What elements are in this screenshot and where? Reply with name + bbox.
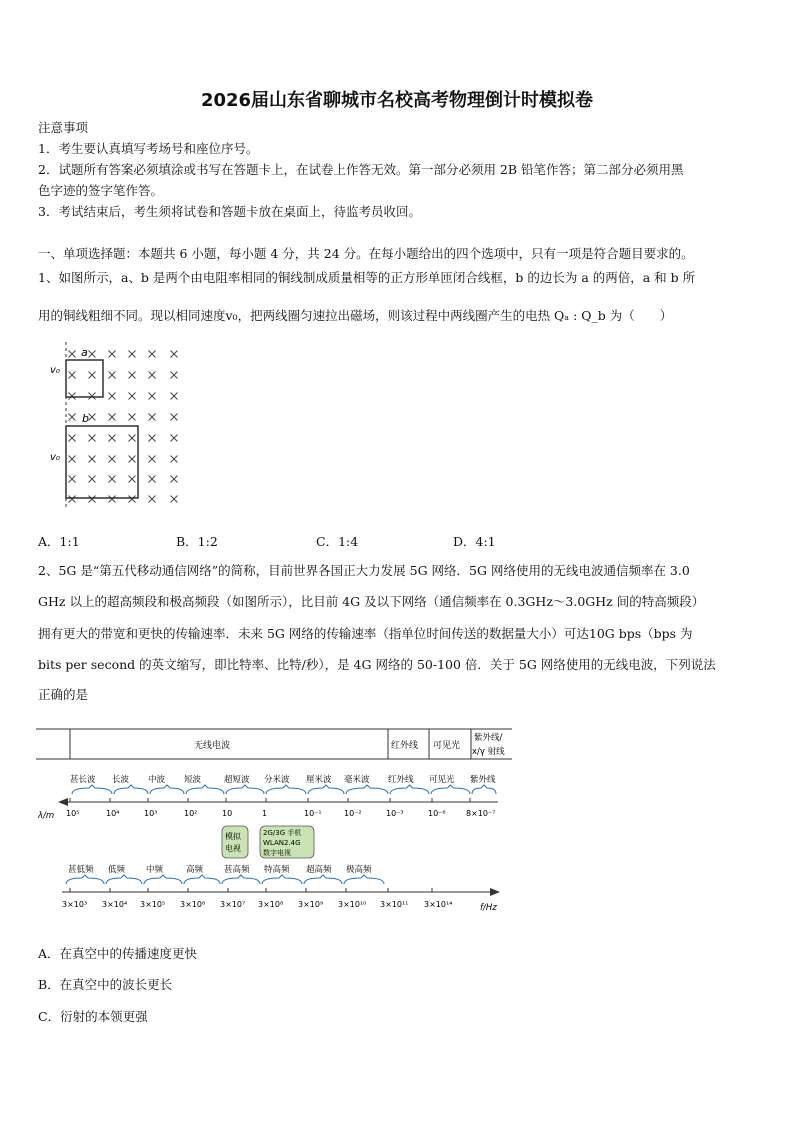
- notice-item: 1．考生要认真填写考场号和座位序号。: [38, 141, 259, 156]
- question-2-text: 拥有更大的带宽和更快的传输速率．未来 5G 网络的传输速率（指单位时间传送的数据量大小）可达10G bps（bps 为: [38, 626, 693, 641]
- question-2-text: 正确的是: [38, 687, 89, 702]
- field-cross-mark: [149, 476, 156, 483]
- field-cross-mark: [129, 351, 136, 358]
- freq-tick-label: 3×10³: [62, 900, 88, 909]
- field-cross-mark: [69, 476, 76, 483]
- freq-name: 低频: [108, 865, 126, 875]
- field-cross-mark: [171, 414, 178, 421]
- wave-name: 甚长波: [70, 775, 96, 785]
- velocity-label-a: v₀: [50, 365, 60, 376]
- freq-tick-label: 3×10⁴: [102, 900, 128, 909]
- magnetic-field-figure: [44, 342, 194, 510]
- freq-brace: [344, 875, 384, 884]
- freq-tick-label: 3×10¹⁴: [424, 900, 453, 909]
- lambda-tick-label: 10²: [184, 809, 198, 818]
- wave-brace: [472, 785, 496, 794]
- freq-name: 甚高频: [224, 865, 250, 875]
- wave-brace: [186, 785, 224, 794]
- field-cross-mark: [171, 372, 178, 379]
- band-infrared: 红外线: [391, 741, 419, 751]
- band-xray: x/γ 射线: [472, 747, 505, 757]
- field-cross-mark: [89, 351, 96, 358]
- question-1-text: 1、如图所示，a、b 是两个由电阻率相同的铜线制成质量相等的正方形单匝闭合线框，b 的边长为 a 的两倍，a 和 b 所: [38, 270, 696, 285]
- option-b: B．在真空中的波长更长: [38, 977, 173, 992]
- wave-name: 毫米波: [344, 775, 370, 785]
- option-c: C．衍射的本领更强: [38, 1009, 148, 1024]
- wave-name: 红外线: [388, 775, 414, 785]
- notice-item: 3．考试结束后，考生须将试卷和答题卡放在桌面上，待监考员收回。: [38, 204, 421, 219]
- wave-name: 可见光: [429, 775, 455, 785]
- field-cross-mark: [69, 372, 76, 379]
- field-cross-mark: [171, 393, 178, 400]
- wave-brace: [390, 785, 429, 794]
- option-a: A．在真空中的传播速度更快: [38, 946, 198, 961]
- freq-brace: [262, 875, 302, 884]
- field-cross-mark: [89, 476, 96, 483]
- field-cross-mark: [149, 414, 156, 421]
- lambda-tick-label: 10⁻⁶: [428, 809, 446, 818]
- field-cross-mark: [129, 414, 136, 421]
- callout-mobile-line: WLAN2.4G: [263, 839, 301, 847]
- callout-analog-tv-line: 模拟: [225, 832, 241, 841]
- velocity-label-b: v₀: [50, 452, 60, 463]
- wave-name: 分米波: [264, 775, 290, 785]
- wave-brace: [226, 785, 264, 794]
- field-cross-mark: [129, 435, 136, 442]
- lambda-tick-label: 10⁻³: [386, 809, 404, 818]
- lambda-tick-label: 10⁵: [66, 809, 80, 818]
- freq-brace: [304, 875, 342, 884]
- label-b: b: [82, 412, 89, 425]
- lambda-tick-label: 10⁴: [106, 809, 120, 818]
- question-1-text: 用的铜线粗细不同。现以相同速度v₀，把两线圈匀速拉出磁场，则该过程中两线圈产生的电热 Qₐ : Q_b 为（ ）: [38, 308, 673, 323]
- field-cross-mark: [109, 435, 116, 442]
- field-cross-mark: [149, 456, 156, 463]
- field-cross-mark: [149, 496, 156, 503]
- field-cross-mark: [149, 351, 156, 358]
- field-cross-mark: [69, 456, 76, 463]
- option-b: B．1:2: [176, 534, 218, 549]
- field-cross-mark: [109, 393, 116, 400]
- coil-a: [66, 360, 103, 397]
- notice-item: 色字迹的签字笔作答。: [38, 183, 164, 198]
- wave-brace: [431, 785, 470, 794]
- field-cross-mark: [109, 414, 116, 421]
- callout-analog-tv: [222, 826, 248, 858]
- freq-tick-label: 3×10¹¹: [380, 900, 409, 909]
- lambda-tick-label: 10: [222, 809, 233, 818]
- band-radio: 无线电波: [194, 741, 231, 751]
- field-cross-mark: [129, 456, 136, 463]
- wave-brace: [150, 785, 184, 794]
- field-cross-mark: [69, 351, 76, 358]
- field-cross-mark: [89, 435, 96, 442]
- wave-name: 厘米波: [306, 775, 332, 785]
- freq-brace: [222, 875, 260, 884]
- wave-name: 紫外线: [470, 775, 496, 785]
- freq-name: 超高频: [306, 865, 332, 875]
- field-cross-mark: [109, 456, 116, 463]
- freq-brace: [66, 875, 104, 884]
- freq-name: 高频: [186, 865, 204, 875]
- freq-name: 甚低频: [68, 865, 94, 875]
- field-cross-mark: [69, 414, 76, 421]
- wave-name: 超短波: [224, 775, 250, 785]
- question-2-text: GHz 以上的超高频段和极高频段（如图所示），比目前 4G 及以下网络（通信频率在 0.3GHz～3.0GHz 间的特高频段）: [38, 594, 705, 609]
- freq-name: 特高频: [264, 865, 290, 875]
- field-cross-mark: [109, 351, 116, 358]
- lambda-tick-label: 10⁻¹: [304, 809, 322, 818]
- freq-brace: [184, 875, 220, 884]
- section-heading: 一、单项选择题：本题共 6 小题，每小题 4 分，共 24 分。在每小题给出的四个选项中，只有一项是符合题目要求的。: [38, 246, 694, 261]
- wave-brace: [308, 785, 344, 794]
- field-cross-mark: [69, 393, 76, 400]
- freq-name: 极高频: [346, 865, 372, 875]
- question-2-text: bits per second 的英文缩写，即比特率、比特/秒），是 4G 网络的 50-100 倍．关于 5G 网络使用的无线电波，下列说法: [38, 657, 716, 672]
- band-visible: 可见光: [433, 741, 461, 751]
- freq-tick-label: 3×10⁵: [140, 900, 166, 909]
- option-a: A．1:1: [38, 534, 80, 549]
- field-cross-mark: [89, 414, 96, 421]
- question-2-text: 2、5G 是“第五代移动通信网络”的简称，目前世界各国正大力发展 5G 网络．5G 网络使用的无线电波通信频率在 3.0: [38, 563, 690, 578]
- field-cross-mark: [171, 476, 178, 483]
- field-cross-mark: [149, 435, 156, 442]
- coil-b: [66, 426, 138, 498]
- page-title: 2026届山东省聊城市名校高考物理倒计时模拟卷: [200, 90, 594, 111]
- freq-tick-label: 3×10¹⁰: [338, 900, 367, 909]
- freq-name: 中频: [146, 865, 164, 875]
- lambda-tick-label: 10⁻²: [344, 809, 362, 818]
- field-cross-mark: [89, 372, 96, 379]
- freq-tick-label: 3×10⁶: [180, 900, 206, 909]
- wave-name: 短波: [184, 775, 202, 785]
- freq-tick-label: 3×10⁷: [220, 900, 246, 909]
- field-cross-mark: [89, 456, 96, 463]
- callout-mobile-line: 2G/3G 手机: [263, 829, 302, 837]
- freq-brace: [144, 875, 182, 884]
- field-cross-mark: [171, 456, 178, 463]
- field-cross-mark: [129, 393, 136, 400]
- field-cross-mark: [149, 372, 156, 379]
- label-a: a: [81, 346, 88, 359]
- field-cross-mark: [149, 393, 156, 400]
- callout-mobile-line: 数字电视: [263, 849, 291, 857]
- field-cross-mark: [129, 372, 136, 379]
- field-cross-mark: [89, 393, 96, 400]
- field-cross-mark: [171, 351, 178, 358]
- field-cross-mark: [129, 496, 136, 503]
- field-cross-mark: [171, 435, 178, 442]
- field-cross-mark: [109, 496, 116, 503]
- spectrum-diagram: [36, 726, 516, 916]
- wave-name: 中波: [148, 775, 166, 785]
- wave-brace: [266, 785, 306, 794]
- wave-brace: [346, 785, 388, 794]
- notice-item: 2．试题所有答案必须填涂或书写在答题卡上，在试卷上作答无效。第一部分必须用 2B 铅笔作答；第二部分必须用黑: [38, 162, 684, 177]
- lambda-tick-label: 1: [262, 809, 268, 818]
- freq-brace: [106, 875, 142, 884]
- notice-heading: 注意事项: [38, 120, 89, 135]
- field-cross-mark: [109, 372, 116, 379]
- callout-analog-tv-line: 电视: [225, 844, 241, 853]
- wave-brace: [72, 785, 112, 794]
- field-cross-mark: [109, 476, 116, 483]
- freq-axis-label: f/Hz: [480, 903, 497, 913]
- option-d: D．4:1: [453, 534, 496, 549]
- band-uv: 紫外线/: [474, 733, 503, 743]
- field-cross-mark: [171, 496, 178, 503]
- field-cross-mark: [69, 435, 76, 442]
- wave-name: 长波: [112, 775, 130, 785]
- freq-tick-label: 3×10⁸: [258, 900, 284, 909]
- field-cross-mark: [129, 476, 136, 483]
- lambda-tick-label: 8×10⁻⁷: [466, 809, 496, 818]
- lambda-tick-label: 10³: [144, 809, 158, 818]
- lambda-axis-label: λ/m: [38, 811, 55, 821]
- wave-brace: [114, 785, 148, 794]
- option-c: C．1:4: [316, 534, 359, 549]
- field-cross-mark: [69, 496, 76, 503]
- freq-tick-label: 3×10⁹: [298, 900, 324, 909]
- field-cross-mark: [89, 496, 96, 503]
